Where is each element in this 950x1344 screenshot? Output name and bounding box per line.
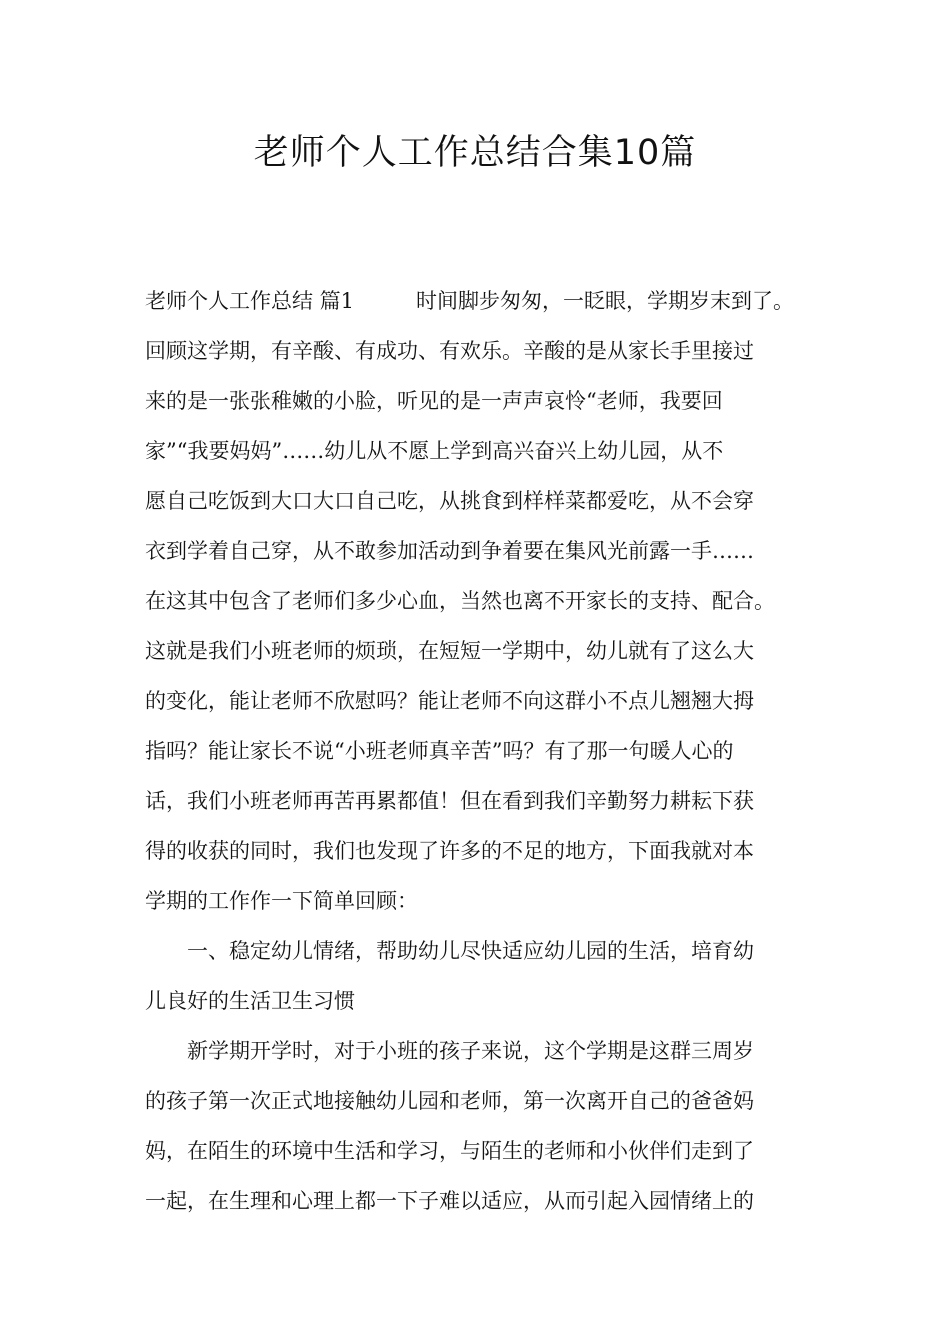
text-line: 来的是一张张稚嫩的小脸，听见的是一声声哀怜“老师，我要回 (145, 389, 723, 413)
subheading-line: 一、稳定幼儿情绪，帮助幼儿尽快适应幼儿园的生活，培育幼 (187, 939, 754, 963)
paragraph-text: 时间脚步匆匆，一眨眼，学期岁末到了。 (416, 289, 795, 313)
text-line: 妈，在陌生的环境中生活和学习，与陌生的老师和小伙伴们走到了 (145, 1139, 754, 1163)
document-title: 老师个人工作总结合集10篇 (253, 133, 697, 173)
text-line: 在这其中包含了老师们多少心血，当然也离不开家长的支持、配合。 (145, 589, 775, 613)
text-line: 学期的工作作一下简单回顾： (145, 889, 418, 913)
text-line: 得的收获的同时，我们也发现了许多的不足的地方，下面我就对本 (145, 839, 754, 863)
text-line: 回顾这学期，有辛酸、有成功、有欢乐。辛酸的是从家长手里接过 (145, 339, 754, 363)
text-line: 的孩子第一次正式地接触幼儿园和老师，第一次离开自己的爸爸妈 (145, 1089, 754, 1113)
text-line: 新学期开学时，对于小班的孩子来说，这个学期是这群三周岁 (187, 1039, 754, 1063)
text-line: 家”“我要妈妈”……幼儿从不愿上学到高兴奋兴上幼儿园，从不 (145, 439, 724, 463)
text-line: 指吗？能让家长不说“小班老师真辛苦”吗？有了那一句暖人心的 (145, 739, 734, 763)
text-line: 这就是我们小班老师的烦琐，在短短一学期中，幼儿就有了这么大 (145, 639, 754, 663)
text-line (145, 286, 825, 316)
subheading-line: 儿良好的生活卫生习惯 (145, 989, 355, 1013)
text-line: 话，我们小班老师再苦再累都值！但在看到我们辛勤努力耕耘下获 (145, 789, 754, 813)
section-heading: 老师个人工作总结 篇1 (145, 289, 355, 313)
text-line: 衣到学着自己穿，从不敢参加活动到争着要在集风光前露一手…… (145, 539, 754, 563)
text-line: 一起，在生理和心理上都一下子难以适应，从而引起入园情绪上的 (145, 1189, 754, 1213)
text-line: 的变化，能让老师不欣慰吗？能让老师不向这群小不点儿翘翘大拇 (145, 689, 754, 713)
text-line: 愿自己吃饭到大口大口自己吃，从挑食到样样菜都爱吃，从不会穿 (145, 489, 754, 513)
